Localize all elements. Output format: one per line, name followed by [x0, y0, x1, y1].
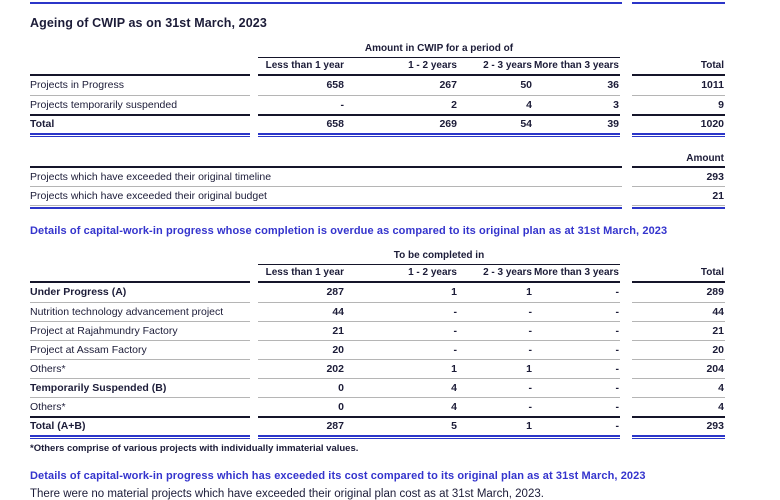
period-value: -	[258, 95, 345, 114]
period-value: -	[533, 340, 620, 359]
period-value: -	[458, 302, 533, 321]
period-value: 5	[345, 416, 458, 435]
column-header-less-than-1-year: Less than 1 year	[258, 58, 345, 76]
table-row	[30, 168, 780, 187]
period-value: 36	[607, 79, 619, 91]
column-header-less-than-1-year: Less than 1 year	[258, 265, 345, 283]
period-value: 39	[533, 114, 620, 133]
column-header-total: Total	[632, 58, 725, 76]
period-value: 3	[533, 95, 620, 114]
period-group-header: Amount in CWIP for a period of	[258, 42, 620, 58]
row-label: Projects in Progress	[30, 79, 124, 91]
period-value: -	[533, 321, 620, 340]
blue-rule	[30, 435, 780, 439]
period-value: -	[533, 302, 620, 321]
cost-exceeded-section-heading: Details of capital-work-in progress which has exceeded its cost compared to its original plan as at 31st March, 2023	[30, 470, 646, 482]
table-row	[30, 283, 780, 302]
row-label: Others*	[30, 359, 250, 378]
period-value: 202	[258, 359, 345, 378]
table-row	[30, 378, 780, 397]
blue-rule	[30, 206, 780, 209]
period-value: -	[615, 286, 619, 298]
total-value: 204	[632, 359, 725, 378]
column-header-2-3-years: 2 - 3 years	[458, 265, 533, 283]
amount-value: 21	[632, 187, 725, 206]
total-value: 1011	[701, 79, 724, 91]
row-label: Temporarily Suspended (B)	[30, 378, 250, 397]
table-row	[30, 187, 780, 206]
period-value: 4	[345, 378, 458, 397]
row-label: Total	[30, 114, 250, 133]
period-value: -	[458, 378, 533, 397]
table-header-row	[30, 265, 780, 283]
period-value: -	[533, 416, 620, 435]
column-header-more-than-3-years: More than 3 years	[533, 58, 620, 76]
row-label: Projects which have exceeded their original timeline	[30, 168, 622, 187]
total-value: 4	[632, 397, 725, 416]
column-header-1-2-years: 1 - 2 years	[345, 58, 458, 76]
table-row	[30, 397, 780, 416]
column-header-1-2-years: 1 - 2 years	[345, 265, 458, 283]
table-row	[30, 321, 780, 340]
table-row	[30, 95, 780, 114]
period-value: -	[458, 397, 533, 416]
period-value: 658	[326, 79, 344, 91]
table-header-row	[30, 151, 780, 168]
period-value: 44	[258, 302, 345, 321]
period-value: 267	[439, 79, 457, 91]
period-value: 1	[458, 359, 533, 378]
period-value: -	[345, 340, 458, 359]
closing-note: There were no material projects which have exceeded their original plan cost as at 31st March, 2023.	[30, 488, 544, 500]
period-value: 287	[326, 286, 344, 298]
row-label: Others*	[30, 397, 250, 416]
period-value: 4	[345, 397, 458, 416]
blue-rule	[30, 133, 780, 137]
total-value: 9	[632, 95, 725, 114]
cwip-ageing-table	[30, 42, 780, 137]
period-value: 269	[345, 114, 458, 133]
period-value: 21	[258, 321, 345, 340]
period-value: -	[345, 302, 458, 321]
row-label: Project at Assam Factory	[30, 340, 250, 359]
row-label: Total (A+B)	[30, 416, 250, 435]
others-footnote: *Others comprise of various projects with individually immaterial values.	[30, 443, 359, 454]
period-value: 2	[345, 95, 458, 114]
period-value: 0	[258, 378, 345, 397]
total-value: 1020	[632, 114, 725, 133]
column-header-2-3-years: 2 - 3 years	[458, 58, 533, 76]
report-page	[0, 2, 780, 500]
total-value: 21	[632, 321, 725, 340]
table-row	[30, 359, 780, 378]
column-header-more-than-3-years: More than 3 years	[533, 265, 620, 283]
period-value: 658	[258, 114, 345, 133]
period-value: 287	[258, 416, 345, 435]
top-blue-rule	[30, 2, 780, 4]
total-value: 44	[632, 302, 725, 321]
table-header-row	[30, 58, 780, 76]
overdue-detail-table	[30, 249, 780, 439]
period-value: 1	[458, 416, 533, 435]
period-value: -	[533, 359, 620, 378]
page-title: Ageing of CWIP as on 31st March, 2023	[30, 16, 267, 30]
column-header-amount: Amount	[632, 151, 725, 168]
total-value: 289	[706, 286, 724, 298]
rule-segment	[30, 2, 622, 4]
period-value: 54	[458, 114, 533, 133]
row-label: Projects temporarily suspended	[30, 95, 250, 114]
table-row	[30, 302, 780, 321]
row-label: Nutrition technology advancement project	[30, 302, 250, 321]
period-value: 1	[526, 286, 532, 298]
period-value: 0	[258, 397, 345, 416]
rule-segment	[632, 2, 725, 4]
exceeded-projects-table	[30, 151, 780, 209]
period-value: -	[345, 321, 458, 340]
row-label: Projects which have exceeded their original budget	[30, 187, 622, 206]
period-value: 1	[451, 286, 457, 298]
total-value: 293	[632, 416, 725, 435]
table-group-header-row	[30, 249, 780, 265]
period-value: -	[533, 378, 620, 397]
period-group-header: To be completed in	[258, 249, 620, 265]
table-row	[30, 340, 780, 359]
overdue-section-heading: Details of capital-work-in progress whose completion is overdue as compared to its original plan as at 31st March, 2023	[30, 225, 668, 237]
table-group-header-row	[30, 42, 780, 58]
table-row	[30, 76, 780, 95]
column-header-total: Total	[632, 265, 725, 283]
period-value: -	[458, 340, 533, 359]
row-label: Under Progress (A)	[30, 286, 127, 298]
period-value: 50	[520, 79, 532, 91]
period-value: 1	[345, 359, 458, 378]
period-value: 4	[458, 95, 533, 114]
period-value: -	[533, 397, 620, 416]
period-value: 20	[258, 340, 345, 359]
table-total-row	[30, 416, 780, 435]
total-value: 20	[632, 340, 725, 359]
table-total-row	[30, 114, 780, 133]
row-label: Project at Rajahmundry Factory	[30, 321, 250, 340]
period-value: -	[458, 321, 533, 340]
total-value: 4	[632, 378, 725, 397]
amount-value: 293	[632, 168, 725, 187]
